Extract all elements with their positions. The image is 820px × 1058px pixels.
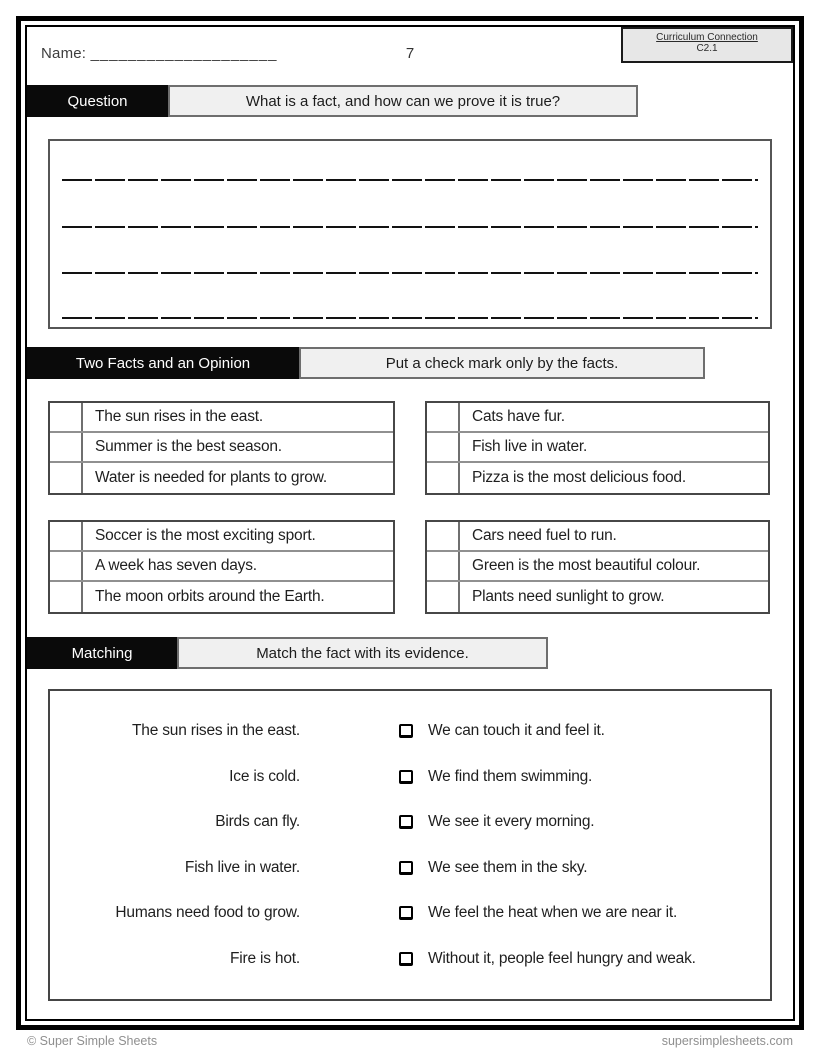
page-number: 7 xyxy=(405,45,415,62)
match-row xyxy=(50,859,770,877)
name-label: Name: xyxy=(41,45,87,62)
fact-checkbox-cell[interactable] xyxy=(427,433,460,461)
writing-line[interactable] xyxy=(62,272,758,274)
fact-row xyxy=(50,552,393,582)
fact-row xyxy=(50,463,393,493)
fact-row xyxy=(50,582,393,612)
fact-statement: Green is the most beautiful colour. xyxy=(472,557,701,574)
writing-line[interactable] xyxy=(62,179,758,181)
fact-checkbox-cell[interactable] xyxy=(427,582,460,612)
copyright-text: © Super Simple Sheets xyxy=(27,1034,158,1048)
match-row xyxy=(50,904,770,922)
fact-row xyxy=(427,463,768,493)
match-evidence: We see it every morning. xyxy=(428,813,595,831)
fact-row xyxy=(50,403,393,433)
fact-statement: Pizza is the most delicious food. xyxy=(472,469,686,486)
fact-statement: Cars need fuel to run. xyxy=(472,527,617,544)
ballot-box-icon[interactable] xyxy=(399,952,413,966)
match-fact: Fish live in water. xyxy=(184,858,300,876)
fact-statement: Cats have fur. xyxy=(472,408,565,425)
fact-checkbox-cell[interactable] xyxy=(427,463,460,493)
ballot-box-icon[interactable] xyxy=(399,815,413,829)
match-fact: Humans need food to grow. xyxy=(115,904,300,922)
writing-line[interactable] xyxy=(62,317,758,319)
matching-label: Matching xyxy=(27,637,177,669)
fact-table xyxy=(425,401,770,495)
match-row xyxy=(50,813,770,831)
fact-table xyxy=(48,520,395,614)
fact-statement: Soccer is the most exciting sport. xyxy=(95,527,316,544)
fact-checkbox-cell[interactable] xyxy=(50,403,83,431)
match-evidence: We feel the heat when we are near it. xyxy=(428,904,678,922)
ballot-box-icon[interactable] xyxy=(399,770,413,784)
ballot-box-icon[interactable] xyxy=(399,724,413,738)
two-facts-section-header xyxy=(27,347,793,379)
curriculum-code: C2.1 xyxy=(696,43,718,54)
fact-checkbox-cell[interactable] xyxy=(50,552,83,580)
fact-statement: Plants need sunlight to grow. xyxy=(472,588,665,605)
match-fact: Ice is cold. xyxy=(229,767,300,785)
fact-row xyxy=(50,433,393,463)
fact-statement: Water is needed for plants to grow. xyxy=(95,469,327,486)
fact-checkbox-cell[interactable] xyxy=(427,552,460,580)
worksheet-header xyxy=(27,27,793,85)
page-frame xyxy=(16,16,804,1030)
writing-line[interactable] xyxy=(62,226,758,228)
curriculum-connection-box xyxy=(621,27,793,63)
match-row xyxy=(50,768,770,786)
question-label: Question xyxy=(27,85,168,117)
fact-checkbox-cell[interactable] xyxy=(50,463,83,493)
match-evidence: We see them in the sky. xyxy=(428,858,588,876)
fact-statement: The moon orbits around the Earth. xyxy=(95,588,325,605)
fact-checkbox-cell[interactable] xyxy=(427,403,460,431)
matching-instruction: Match the fact with its evidence. xyxy=(177,637,548,669)
fact-statement: Summer is the best season. xyxy=(95,438,282,455)
curriculum-title: Curriculum Connection xyxy=(656,32,758,43)
ballot-box-icon[interactable] xyxy=(399,906,413,920)
ballot-box-icon[interactable] xyxy=(399,861,413,875)
fact-row xyxy=(427,403,768,433)
question-section-header xyxy=(27,85,793,117)
match-row xyxy=(50,722,770,740)
fact-checkbox-cell[interactable] xyxy=(50,582,83,612)
match-evidence: We find them swimming. xyxy=(428,767,593,785)
match-evidence: We can touch it and feel it. xyxy=(428,722,605,740)
fact-statement: Fish live in water. xyxy=(472,438,588,455)
matching-box xyxy=(48,689,772,1001)
match-fact: Birds can fly. xyxy=(215,813,300,831)
two-facts-label: Two Facts and an Opinion xyxy=(27,347,299,379)
fact-row xyxy=(427,433,768,463)
match-row xyxy=(50,950,770,968)
match-fact: The sun rises in the east. xyxy=(132,722,300,740)
fact-statement: The sun rises in the east. xyxy=(95,408,263,425)
website-link[interactable]: supersimplesheets.com xyxy=(661,1034,793,1048)
fact-checkbox-cell[interactable] xyxy=(50,522,83,550)
match-evidence: Without it, people feel hungry and weak. xyxy=(428,949,696,967)
answer-box[interactable] xyxy=(48,139,772,329)
fact-table xyxy=(48,401,395,495)
fact-table xyxy=(425,520,770,614)
fact-checkbox-cell[interactable] xyxy=(50,433,83,461)
fact-row xyxy=(427,582,768,612)
page-footer xyxy=(0,1034,820,1048)
fact-row xyxy=(427,522,768,552)
fact-tables-group-1 xyxy=(48,401,793,495)
fact-checkbox-cell[interactable] xyxy=(427,522,460,550)
name-blank-line[interactable]: ____________________ xyxy=(90,45,278,62)
two-facts-instruction: Put a check mark only by the facts. xyxy=(299,347,705,379)
matching-section-header xyxy=(27,637,793,669)
fact-statement: A week has seven days. xyxy=(95,557,257,574)
question-prompt: What is a fact, and how can we prove it is true? xyxy=(168,85,638,117)
fact-row xyxy=(427,552,768,582)
page-frame-inner xyxy=(25,25,795,1021)
fact-row xyxy=(50,522,393,552)
match-fact: Fire is hot. xyxy=(230,949,300,967)
fact-tables-group-2 xyxy=(48,520,793,614)
